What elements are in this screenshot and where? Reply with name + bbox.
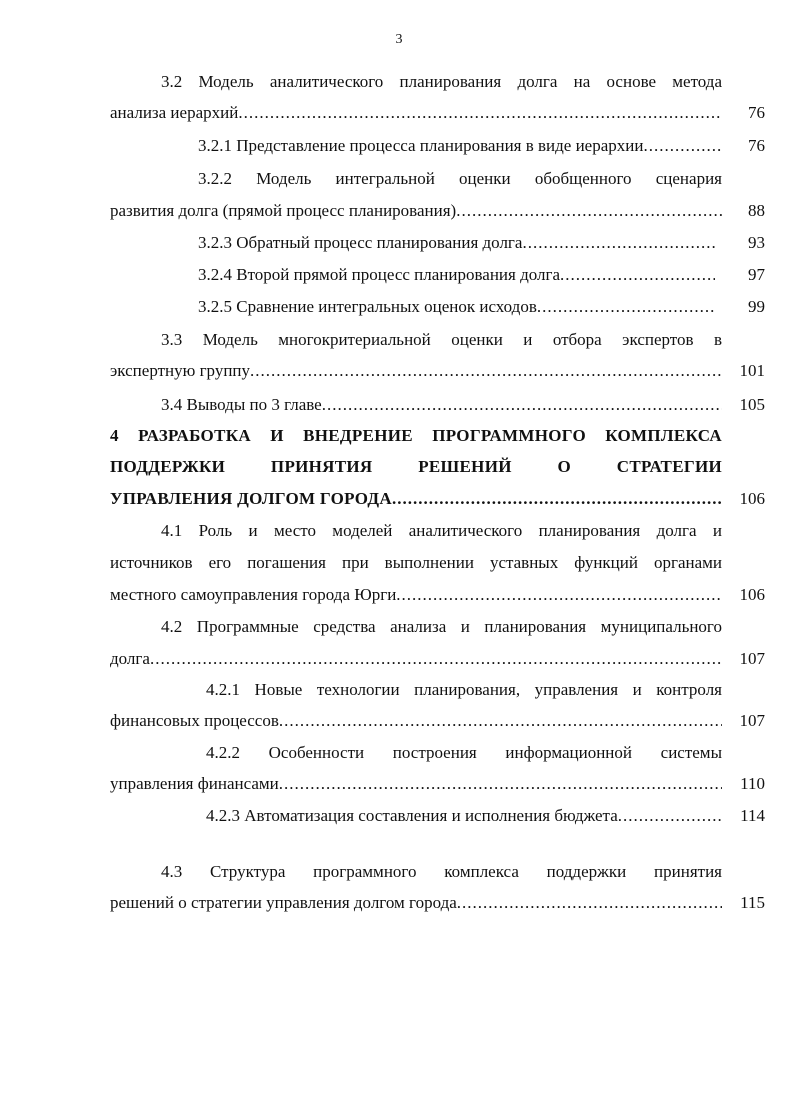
toc-entry-3-2-5-label: 3.2.5 Сравнение интегральных оценок исходов: [198, 297, 537, 316]
toc-page-4-2-1: 107: [739, 711, 765, 730]
toc-entry-3-2-5: [198, 295, 715, 319]
toc-entry-4-2-3-label: 4.2.3 Автоматизация составления и исполнения бюджета: [206, 806, 618, 825]
toc-entry-4-2-2-line2: управления финансами: [110, 774, 279, 793]
toc-chapter-4: [110, 487, 722, 511]
toc-entry-3-2-4: [198, 263, 715, 287]
dot-leader: [150, 647, 722, 671]
toc-entry-4-2-line2: долга: [110, 649, 150, 668]
toc-page-3-2-2: 88: [748, 201, 765, 220]
toc-page-4-2-3: 114: [740, 806, 765, 825]
toc-page-4-2-2: 110: [740, 774, 765, 793]
toc-entry-3-4-label: 3.4 Выводы по 3 главе: [161, 395, 322, 414]
dot-leader: [396, 583, 722, 607]
toc-page-4-1: 106: [739, 585, 765, 604]
toc-entry-4-2-1-line2: финансовых процессов: [110, 711, 279, 730]
toc-page-3-2-4: 97: [748, 265, 765, 284]
dot-leader: [392, 487, 722, 511]
toc-entry-4-1: [110, 583, 722, 607]
toc-entry-4-2-1: [110, 709, 722, 733]
dot-leader: [322, 393, 722, 417]
page-number: 3: [395, 32, 403, 47]
toc-page-3-2: 76: [748, 103, 765, 122]
dot-leader: [522, 231, 715, 255]
toc-chapter-4-line3: УПРАВЛЕНИЯ ДОЛГОМ ГОРОДА: [110, 489, 392, 508]
dot-leader: [643, 134, 722, 158]
toc-entry-4-3-line1: 4.3 Структура программного комплекса поддержки принятия: [161, 862, 722, 881]
dot-leader: [537, 295, 715, 319]
toc-entry-3-3-line1: 3.3 Модель многокритериальной оценки и отбора экспертов в: [161, 330, 722, 349]
toc-page-3-2-1: 76: [748, 136, 765, 155]
toc-entry-3-3: [110, 359, 722, 383]
toc-entry-3-2-2-line2: развития долга (прямой процесс планирования): [110, 201, 457, 220]
dot-leader: [238, 101, 722, 125]
toc-entry-4-3: [110, 891, 722, 915]
toc-entry-4-1-line1: 4.1 Роль и место моделей аналитического планирования долга и: [161, 521, 722, 540]
toc-page-4: 106: [739, 489, 765, 508]
toc-entry-4-1-line3: местного самоуправления города Юрги: [110, 585, 397, 604]
toc-entry-4-2-1-line1: 4.2.1 Новые технологии планирования, управления и контроля: [206, 680, 722, 699]
toc-entry-4-1-line2: источников его погашения при выполнении уставных функций органами: [110, 553, 722, 572]
toc-page-4-3: 115: [740, 893, 765, 912]
toc-chapter-4-line1: 4 РАЗРАБОТКА И ВНЕДРЕНИЕ ПРОГРАММНОГО КОМПЛЕКСА: [110, 426, 722, 445]
toc-entry-4-2-2: [110, 772, 722, 796]
toc-entry-4-2-line1: 4.2 Программные средства анализа и планирования муниципального: [161, 617, 722, 636]
toc-entry-3-2-line1: 3.2 Модель аналитического планирования долга на основе метода: [161, 72, 722, 91]
dot-leader: [279, 709, 722, 733]
toc-entry-3-2: [110, 101, 722, 125]
toc-entry-3-2-2: [110, 199, 722, 223]
toc-page-3-2-5: 99: [748, 297, 765, 316]
toc-chapter-4-line2: ПОДДЕРЖКИ ПРИНЯТИЯ РЕШЕНИЙ О СТРАТЕГИИ: [110, 457, 722, 476]
toc-entry-3-2-4-label: 3.2.4 Второй прямой процесс планирования долга: [198, 265, 561, 284]
toc-entry-4-3-line2: решений о стратегии управления долгом города: [110, 893, 457, 912]
toc-page-3-3: 101: [739, 361, 765, 380]
toc-entry-3-4: [161, 393, 722, 417]
table-of-contents: [110, 0, 765, 1096]
toc-page-4-2: 107: [739, 649, 765, 668]
toc-entry-4-2-2-line1: 4.2.2 Особенности построения информационной системы: [206, 743, 722, 762]
toc-page-3-4: 105: [739, 395, 765, 414]
toc-entry-3-2-1-label: 3.2.1 Представление процесса планирования в виде иерархии: [198, 136, 644, 155]
dot-leader: [618, 804, 722, 828]
dot-leader: [457, 891, 722, 915]
dot-leader: [560, 263, 715, 287]
toc-entry-3-2-3: [198, 231, 715, 255]
toc-page-3-2-3: 93: [748, 233, 765, 252]
toc-entry-3-2-2-line1: 3.2.2 Модель интегральной оценки обобщенного сценария: [198, 169, 722, 188]
toc-entry-4-2-3: [206, 804, 722, 828]
dot-leader: [456, 199, 722, 223]
toc-entry-3-2-line2: анализа иерархий: [110, 103, 239, 122]
dot-leader: [250, 359, 722, 383]
toc-entry-4-2: [110, 647, 722, 671]
toc-entry-3-3-line2: экспертную группу: [110, 361, 251, 380]
dot-leader: [279, 772, 722, 796]
toc-entry-3-2-3-label: 3.2.3 Обратный процесс планирования долга: [198, 233, 523, 252]
toc-entry-3-2-1: [198, 134, 722, 158]
